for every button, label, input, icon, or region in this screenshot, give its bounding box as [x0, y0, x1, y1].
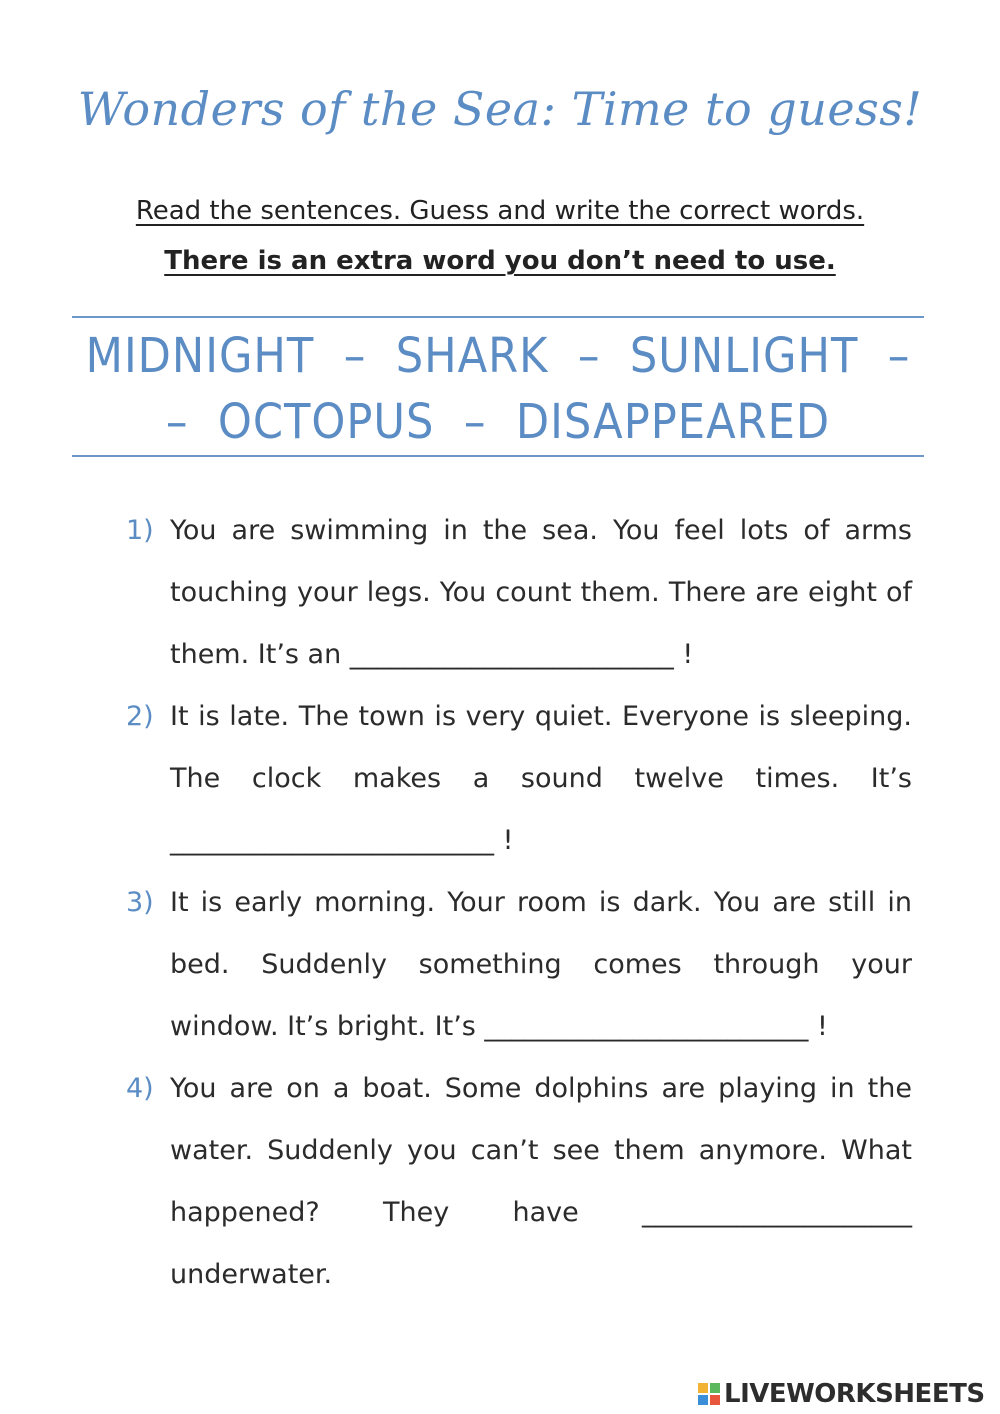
question-text[interactable]: You are on a boat. Some dolphins are playing in the water. Suddenly you can’t see them anymore. What happened? They have ____________________ underwater.	[170, 1073, 912, 1290]
word-bank-top-rule	[72, 316, 924, 318]
logo-text: LIVEWORKSHEETS	[724, 1379, 985, 1409]
word-bank-bottom-rule	[72, 455, 924, 457]
question-number: 1)	[126, 515, 154, 546]
question-number: 4)	[126, 1073, 154, 1104]
worksheet-title: Wonders of the Sea: Time to guess!	[77, 82, 923, 136]
instruction-line-2	[0, 246, 1000, 276]
question-text[interactable]: You are swimming in the sea. You feel lots of arms touching your legs. You count them. There are eight of them. It’s an ________________________ !	[170, 515, 912, 670]
logo-square-2	[710, 1383, 720, 1393]
instruction-line-1	[0, 196, 1000, 226]
logo-square-1	[698, 1383, 708, 1393]
word-bank-line-2: – OCTOPUS – DISAPPEARED	[165, 394, 831, 450]
instruction-text-2: There is an extra word you don’t need to use.	[164, 246, 836, 276]
question-item-2	[120, 686, 912, 872]
logo-square-4	[710, 1395, 720, 1405]
question-item-3	[120, 872, 912, 1058]
question-text[interactable]: It is late. The town is very quiet. Everyone is sleeping. The clock makes a sound twelve times. It’s ________________________ !	[170, 701, 912, 856]
instruction-text-1: Read the sentences. Guess and write the correct words.	[135, 196, 865, 226]
question-list	[120, 500, 912, 1306]
logo-square-3	[698, 1395, 708, 1405]
word-bank-line-1: MIDNIGHT – SHARK – SUNLIGHT –	[85, 328, 911, 384]
question-item-4	[120, 1058, 912, 1306]
question-text[interactable]: It is early morning. Your room is dark. You are still in bed. Suddenly something comes through your window. It’s bright. It’s ________________________ !	[170, 887, 912, 1042]
logo-grid-icon	[698, 1383, 720, 1405]
question-number: 2)	[126, 701, 154, 732]
liveworksheets-logo	[698, 1379, 985, 1409]
question-number: 3)	[126, 887, 154, 918]
question-item-1	[120, 500, 912, 686]
